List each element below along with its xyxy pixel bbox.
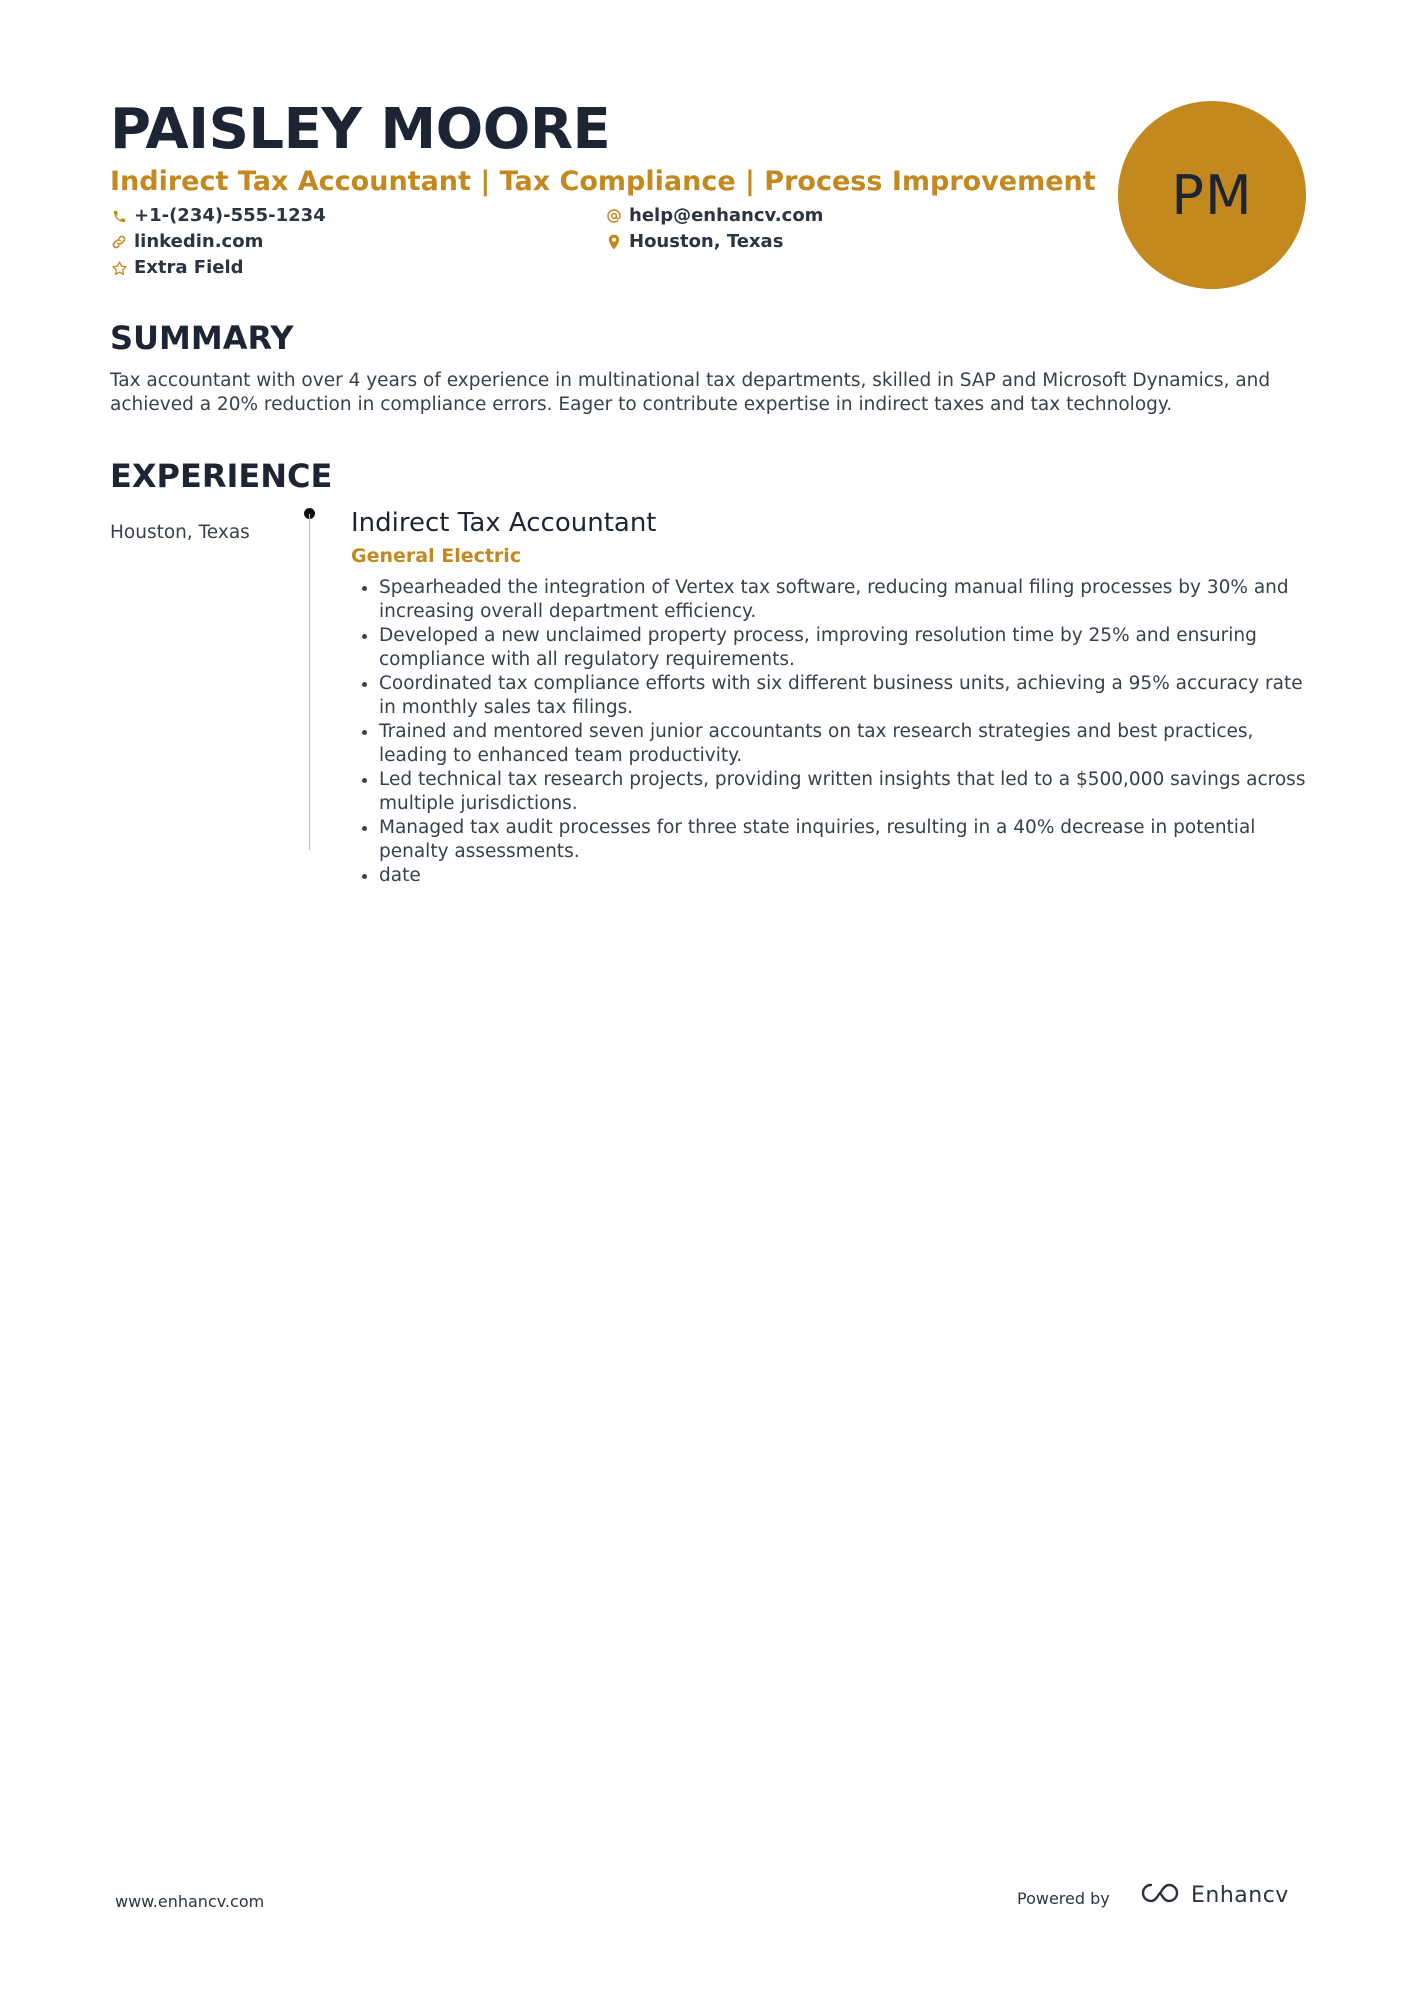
contact-location-text: Houston, Texas [629, 231, 784, 252]
experience-entry [351, 506, 1311, 888]
enhancv-logo-icon [1137, 1880, 1183, 1911]
list-item: • Led technical tax research projects, providing written insights that led to a $500,000 savings across multiple jurisdictions. [379, 768, 1311, 816]
star-icon [110, 259, 128, 277]
list-item: • Spearheaded the integration of Vertex tax software, reducing manual filing processes by 30% and increasing overall department efficiency. [379, 576, 1311, 624]
experience-company: General Electric [351, 545, 522, 567]
experience-role: Indirect Tax Accountant [351, 508, 657, 538]
list-item: • date [379, 864, 1311, 888]
contact-email[interactable] [605, 204, 823, 228]
avatar [1118, 101, 1306, 289]
contact-phone-text: +1-(234)-555-1234 [134, 205, 326, 226]
experience-heading: EXPERIENCE [110, 457, 333, 495]
contact-extra [110, 256, 244, 280]
link-icon [110, 233, 128, 251]
footer-powered-by: Powered by [1017, 1889, 1110, 1908]
avatar-initials: PM [1171, 163, 1253, 227]
phone-icon [110, 207, 128, 225]
experience-bullets [351, 576, 1311, 888]
footer-brand[interactable] [1137, 1880, 1289, 1911]
candidate-headline: Indirect Tax Accountant | Tax Compliance | Process Improvement [110, 166, 1096, 197]
summary-text: Tax accountant with over 4 years of experience in multinational tax departments, skilled in SAP and Microsoft Dynamics, and achieved a 20% reduction in compliance errors. Eager to contribute expertise in indirect taxes and tax technology. [110, 370, 1271, 415]
footer-url[interactable]: www.enhancv.com [115, 1892, 265, 1911]
contact-list [110, 204, 1110, 284]
list-item: • Coordinated tax compliance efforts with six different business units, achieving a 95% accuracy rate in monthly sales tax filings. [379, 672, 1311, 720]
experience-location: Houston, Texas [110, 522, 250, 543]
list-item: • Trained and mentored seven junior accountants on tax research strategies and best practices, leading to enhanced team productivity. [379, 720, 1311, 768]
contact-location [605, 230, 783, 254]
contact-linkedin[interactable] [110, 230, 263, 254]
contact-email-text: help@enhancv.com [629, 205, 824, 226]
footer-brand-text: Enhancv [1191, 1883, 1289, 1908]
contact-phone[interactable] [110, 204, 326, 228]
resume-header [110, 96, 1110, 284]
list-item: • Developed a new unclaimed property process, improving resolution time by 25% and ensuring compliance with all regulatory requirements. [379, 624, 1311, 672]
timeline-line [309, 514, 310, 850]
summary-heading: SUMMARY [110, 319, 294, 357]
candidate-name: PAISLEY MOORE [110, 97, 611, 162]
contact-extra-text: Extra Field [134, 257, 244, 278]
list-item: • Managed tax audit processes for three state inquiries, resulting in a 40% decrease in potential penalty assessments. [379, 816, 1311, 864]
contact-linkedin-text: linkedin.com [134, 231, 264, 252]
at-icon [605, 207, 623, 225]
location-pin-icon [605, 233, 623, 251]
